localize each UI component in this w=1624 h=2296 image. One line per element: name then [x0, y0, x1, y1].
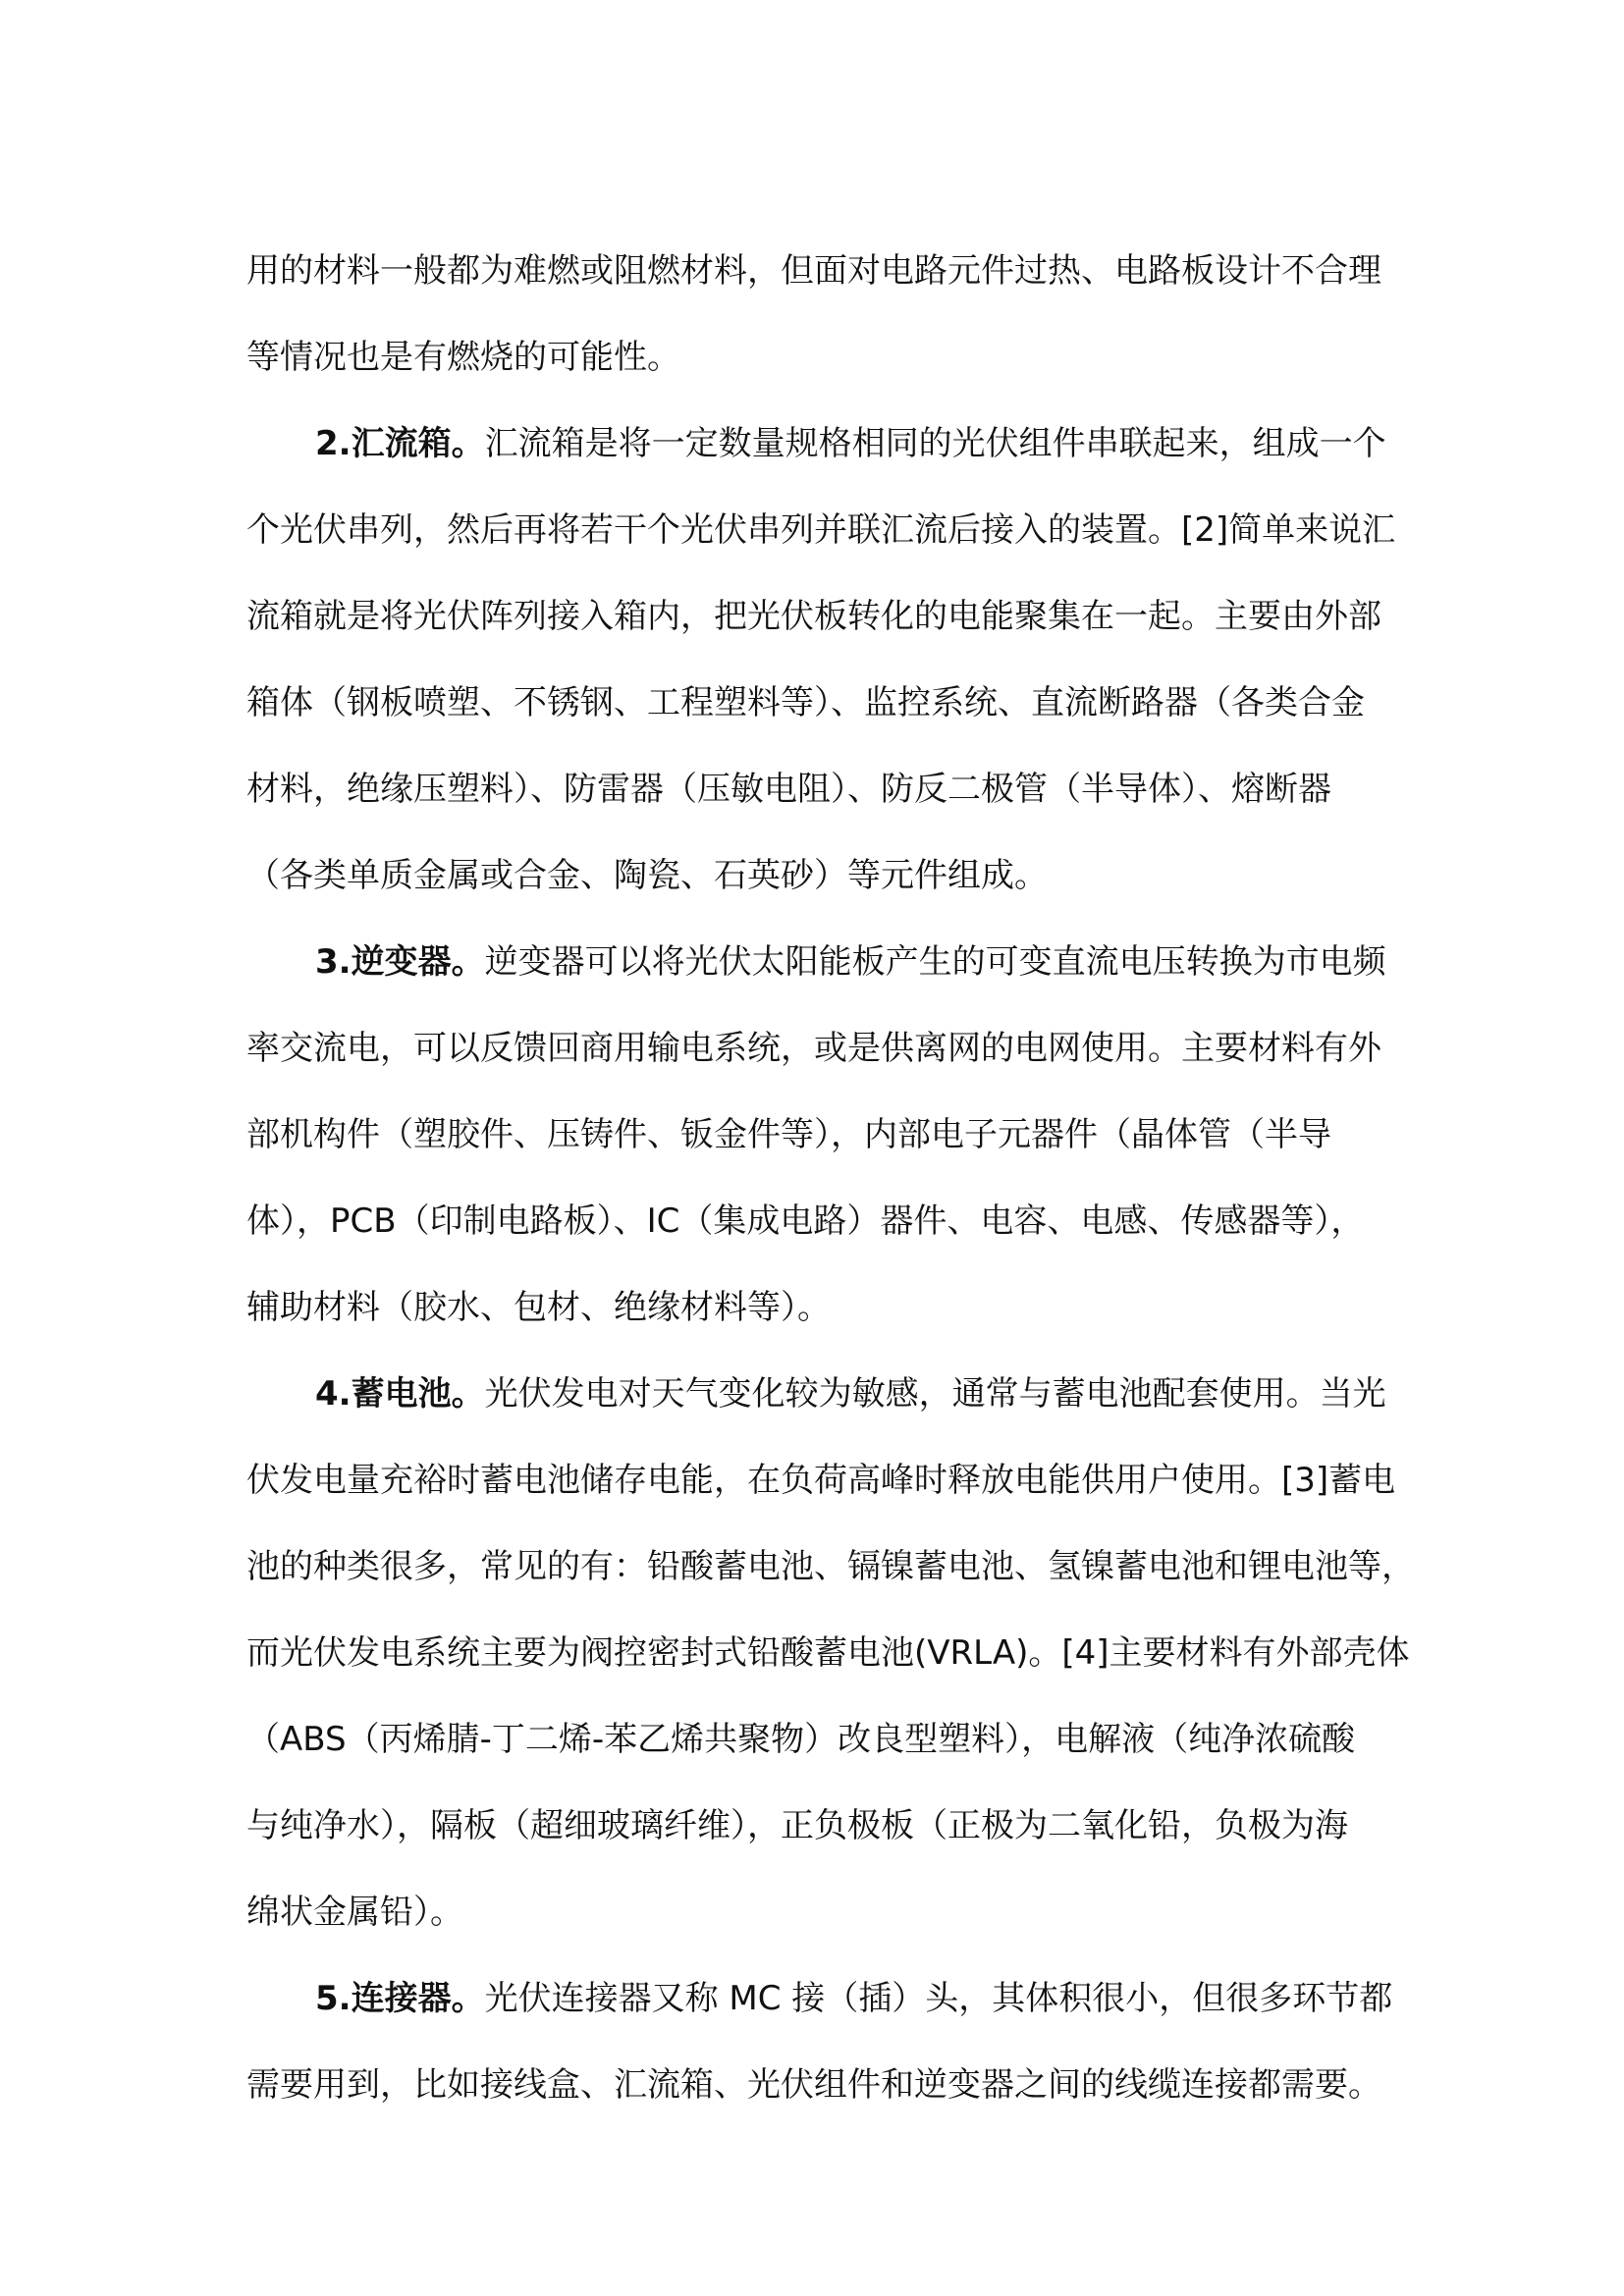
section-heading: 3.逆变器。	[315, 942, 485, 982]
section-heading: 4.蓄电池。	[315, 1374, 485, 1414]
text-line: （ABS（丙烯腈-丁二烯-苯乙烯共聚物）改良型塑料），电解液（纯净浓硫酸	[246, 1720, 1356, 1759]
text-line: 用的材料一般都为难燃或阻燃材料，但面对电路元件过热、电路板设计不合理	[246, 251, 1381, 291]
document-body	[246, 228, 1415, 2128]
paragraph-first-line	[246, 1351, 1385, 1437]
text-line: 与纯净水），隔板（超细玻璃纤维），正负极板（正极为二氧化铅，负极为海	[246, 1806, 1348, 1845]
text-line: 率交流电，可以反馈回商用输电系统，或是供离网的电网使用。主要材料有外	[246, 1029, 1381, 1068]
text-line: 部机构件（塑胶件、压铸件、钣金件等），内部电子元器件（晶体管（半导	[246, 1115, 1331, 1154]
text-line: 体），PCB（印制电路板）、IC（集成电路）器件、电容、电感、传感器等），	[246, 1201, 1365, 1241]
section-combiner-box	[246, 400, 1396, 919]
text-line: 绵状金属铅）。	[246, 1893, 463, 1932]
text-run: 逆变器可以将光伏太阳能板产生的可变直流电压转换为市电频	[484, 942, 1386, 982]
text-line: 伏发电量充裕时蓄电池储存电能，在负荷高峰时释放电能供用户使用。[3]蓄电	[246, 1461, 1396, 1500]
text-line: 而光伏发电系统主要为阀控密封式铅酸蓄电池(VRLA)。[4]主要材料有外部壳体	[246, 1633, 1410, 1673]
text-line: 等情况也是有燃烧的可能性。	[246, 338, 680, 377]
section-heading: 5.连接器。	[315, 1979, 485, 2018]
text-line: 需要用到，比如接线盒、汇流箱、光伏组件和逆变器之间的线缆连接都需要。	[246, 2065, 1381, 2105]
text-line: 辅助材料（胶水、包材、绝缘材料等）。	[246, 1288, 831, 1327]
text-line: （各类单质金属或合金、陶瓷、石英砂）等元件组成。	[246, 856, 1048, 895]
section-battery	[246, 1351, 1415, 1955]
text-line: 个光伏串列，然后再将若干个光伏串列并联汇流后接入的装置。[2]简单来说汇	[246, 510, 1396, 550]
paragraph-first-line	[246, 400, 1385, 487]
text-line: 箱体（钢板喷塑、不锈钢、工程塑料等）、监控系统、直流断路器（各类合金	[246, 683, 1365, 722]
intro-paragraph	[246, 228, 1385, 400]
text-line: 池的种类很多，常见的有：铅酸蓄电池、镉镍蓄电池、氢镍蓄电池和锂电池等，	[246, 1547, 1415, 1586]
paragraph-first-line	[246, 919, 1385, 1005]
text-run: 光伏连接器又称 MC 接（插）头，其体积很小，但很多环节都	[484, 1979, 1393, 2018]
text-line: 材料，绝缘压塑料）、防雷器（压敏电阻）、防反二极管（半导体）、熔断器	[246, 770, 1331, 809]
text-line: 流箱就是将光伏阵列接入箱内，把光伏板转化的电能聚集在一起。主要由外部	[246, 597, 1381, 636]
text-run: 汇流箱是将一定数量规格相同的光伏组件串联起来，组成一个	[484, 424, 1386, 463]
section-connector	[246, 1955, 1393, 2128]
section-heading: 2.汇流箱。	[315, 424, 485, 463]
paragraph-first-line	[246, 1955, 1393, 2042]
text-run: 光伏发电对天气变化较为敏感，通常与蓄电池配套使用。当光	[484, 1374, 1386, 1414]
section-inverter	[246, 919, 1385, 1351]
